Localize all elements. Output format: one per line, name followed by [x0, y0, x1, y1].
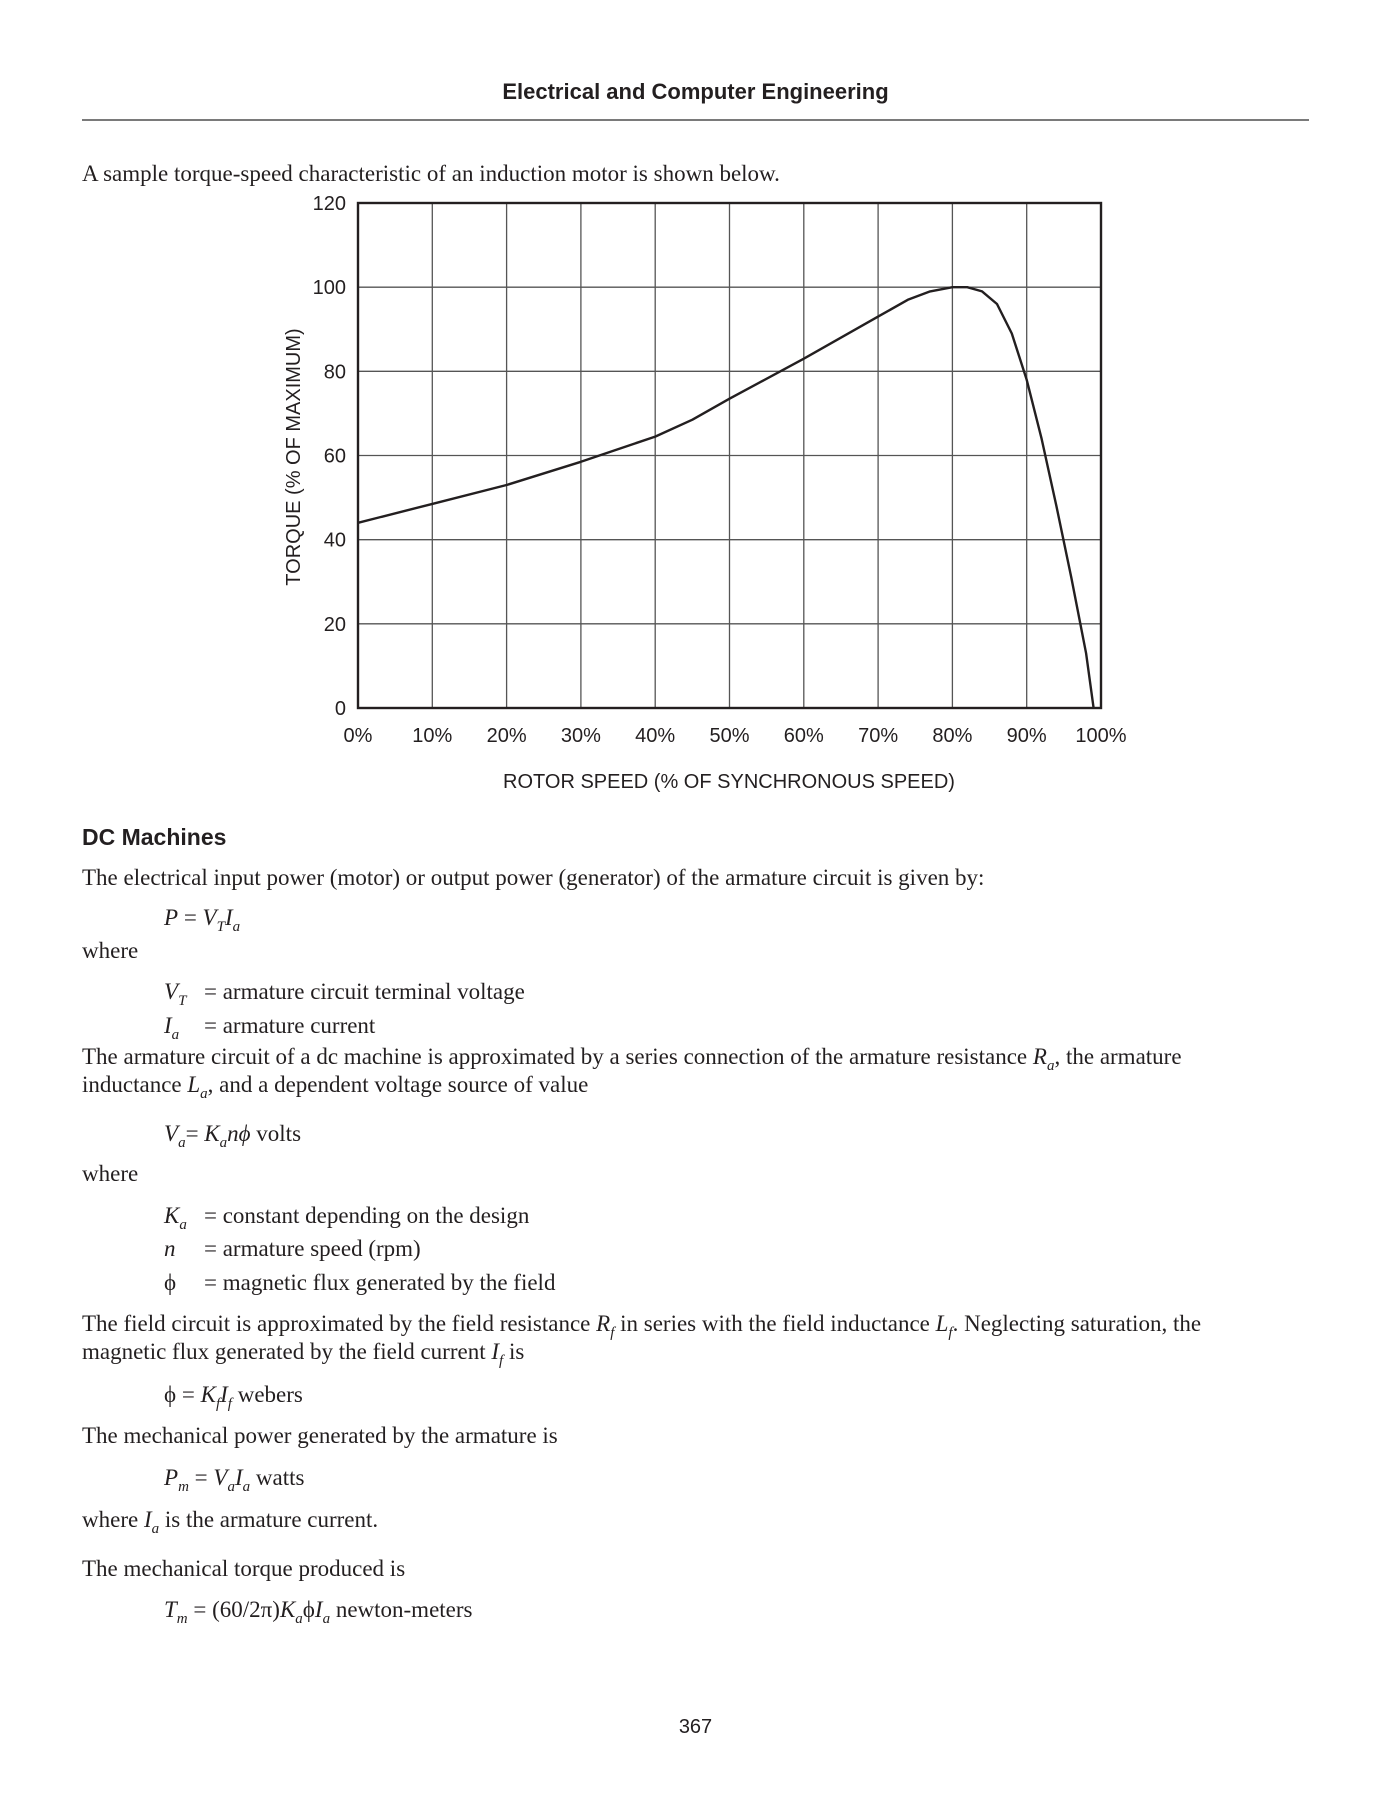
x-tick-label: 30% [560, 725, 601, 747]
x-tick-label: 40% [635, 725, 676, 747]
y-axis-ticks [313, 193, 346, 720]
paragraph-where-ia: where $I_a$ is the armature current. [82, 1507, 379, 1537]
section-title-dc-machines: DC Machines [82, 824, 227, 850]
y-tick-label: 20 [323, 613, 346, 636]
paragraph-field-circuit-line1: The field circuit is approximated by the field resistance $R_f$ in series with the field inductance $L_f$. Neglecting saturation, the [82, 1311, 1202, 1341]
x-tick-label: 10% [412, 725, 453, 747]
equation-mechanical-torque: $T_m = (60/2\pi)K_a\phi I_a$ newton-meters [164, 1597, 473, 1627]
x-tick-label: 70% [858, 725, 899, 747]
paragraph-mechanical-power: The mechanical power generated by the armature is [82, 1423, 558, 1448]
definition-phi: ϕ = magnetic flux generated by the field [164, 1270, 556, 1295]
definition-ka: $K_a$ = constant depending on the design [164, 1203, 530, 1233]
x-tick-label: 90% [1006, 725, 1047, 747]
x-tick-label: 60% [783, 725, 824, 747]
running-header-title: Electrical and Computer Engineering [502, 79, 889, 104]
equation-power: $P = V_TI_a$ [164, 905, 241, 935]
where-label-2: where [82, 1161, 139, 1186]
definition-n: n = armature speed (rpm) [164, 1236, 421, 1261]
y-tick-label: 120 [312, 193, 346, 215]
paragraph-field-circuit-line2: magnetic flux generated by the field current $I_f$ is [82, 1339, 525, 1369]
torque-speed-chart [0, 0, 1391, 800]
x-axis-title: ROTOR SPEED (% OF SYNCHRONOUS SPEED) [503, 771, 955, 793]
y-axis-title: TORQUE (% OF MAXIMUM) [283, 328, 305, 586]
y-tick-label: 0 [334, 698, 346, 720]
intro-paragraph: A sample torque-speed characteristic of an induction motor is shown below. [82, 161, 780, 186]
y-tick-label: 80 [323, 361, 346, 384]
where-label-1: where [82, 938, 139, 963]
paragraph-armature-circuit-line1: The armature circuit of a dc machine is approximated by a series connection of the armature resistance $R_a$, the armature [82, 1044, 1182, 1074]
equation-flux: $\phi = K_fI_f$ webers [164, 1382, 303, 1412]
x-tick-label: 100% [1075, 725, 1127, 747]
equation-armature-voltage: $V_a= K_an\phi$ volts [164, 1121, 302, 1151]
x-tick-label: 50% [709, 725, 750, 747]
definition-ia: $I_a$ = armature current [164, 1013, 376, 1043]
paragraph-armature-circuit-line2: inductance $L_a$, and a dependent voltage source of value [82, 1072, 589, 1102]
x-tick-label: 80% [932, 725, 973, 747]
y-tick-label: 60 [323, 445, 346, 468]
paragraph-electrical-power: The electrical input power (motor) or output power (generator) of the armature circuit is given by: [82, 865, 985, 890]
y-tick-label: 100 [312, 277, 346, 300]
y-tick-label: 40 [323, 529, 346, 552]
x-axis-ticks [344, 725, 1127, 747]
page-number: 367 [678, 1716, 713, 1738]
chart-grid [358, 203, 1101, 708]
equation-mechanical-power: $P_m = V_aI_a$ watts [164, 1465, 305, 1495]
torque-speed-curve [358, 287, 1094, 708]
x-tick-label: 0% [343, 725, 373, 747]
paragraph-mechanical-torque: The mechanical torque produced is [82, 1556, 406, 1581]
x-tick-label: 20% [486, 725, 527, 747]
definition-vt: $V_T$ = armature circuit terminal voltage [164, 979, 525, 1009]
